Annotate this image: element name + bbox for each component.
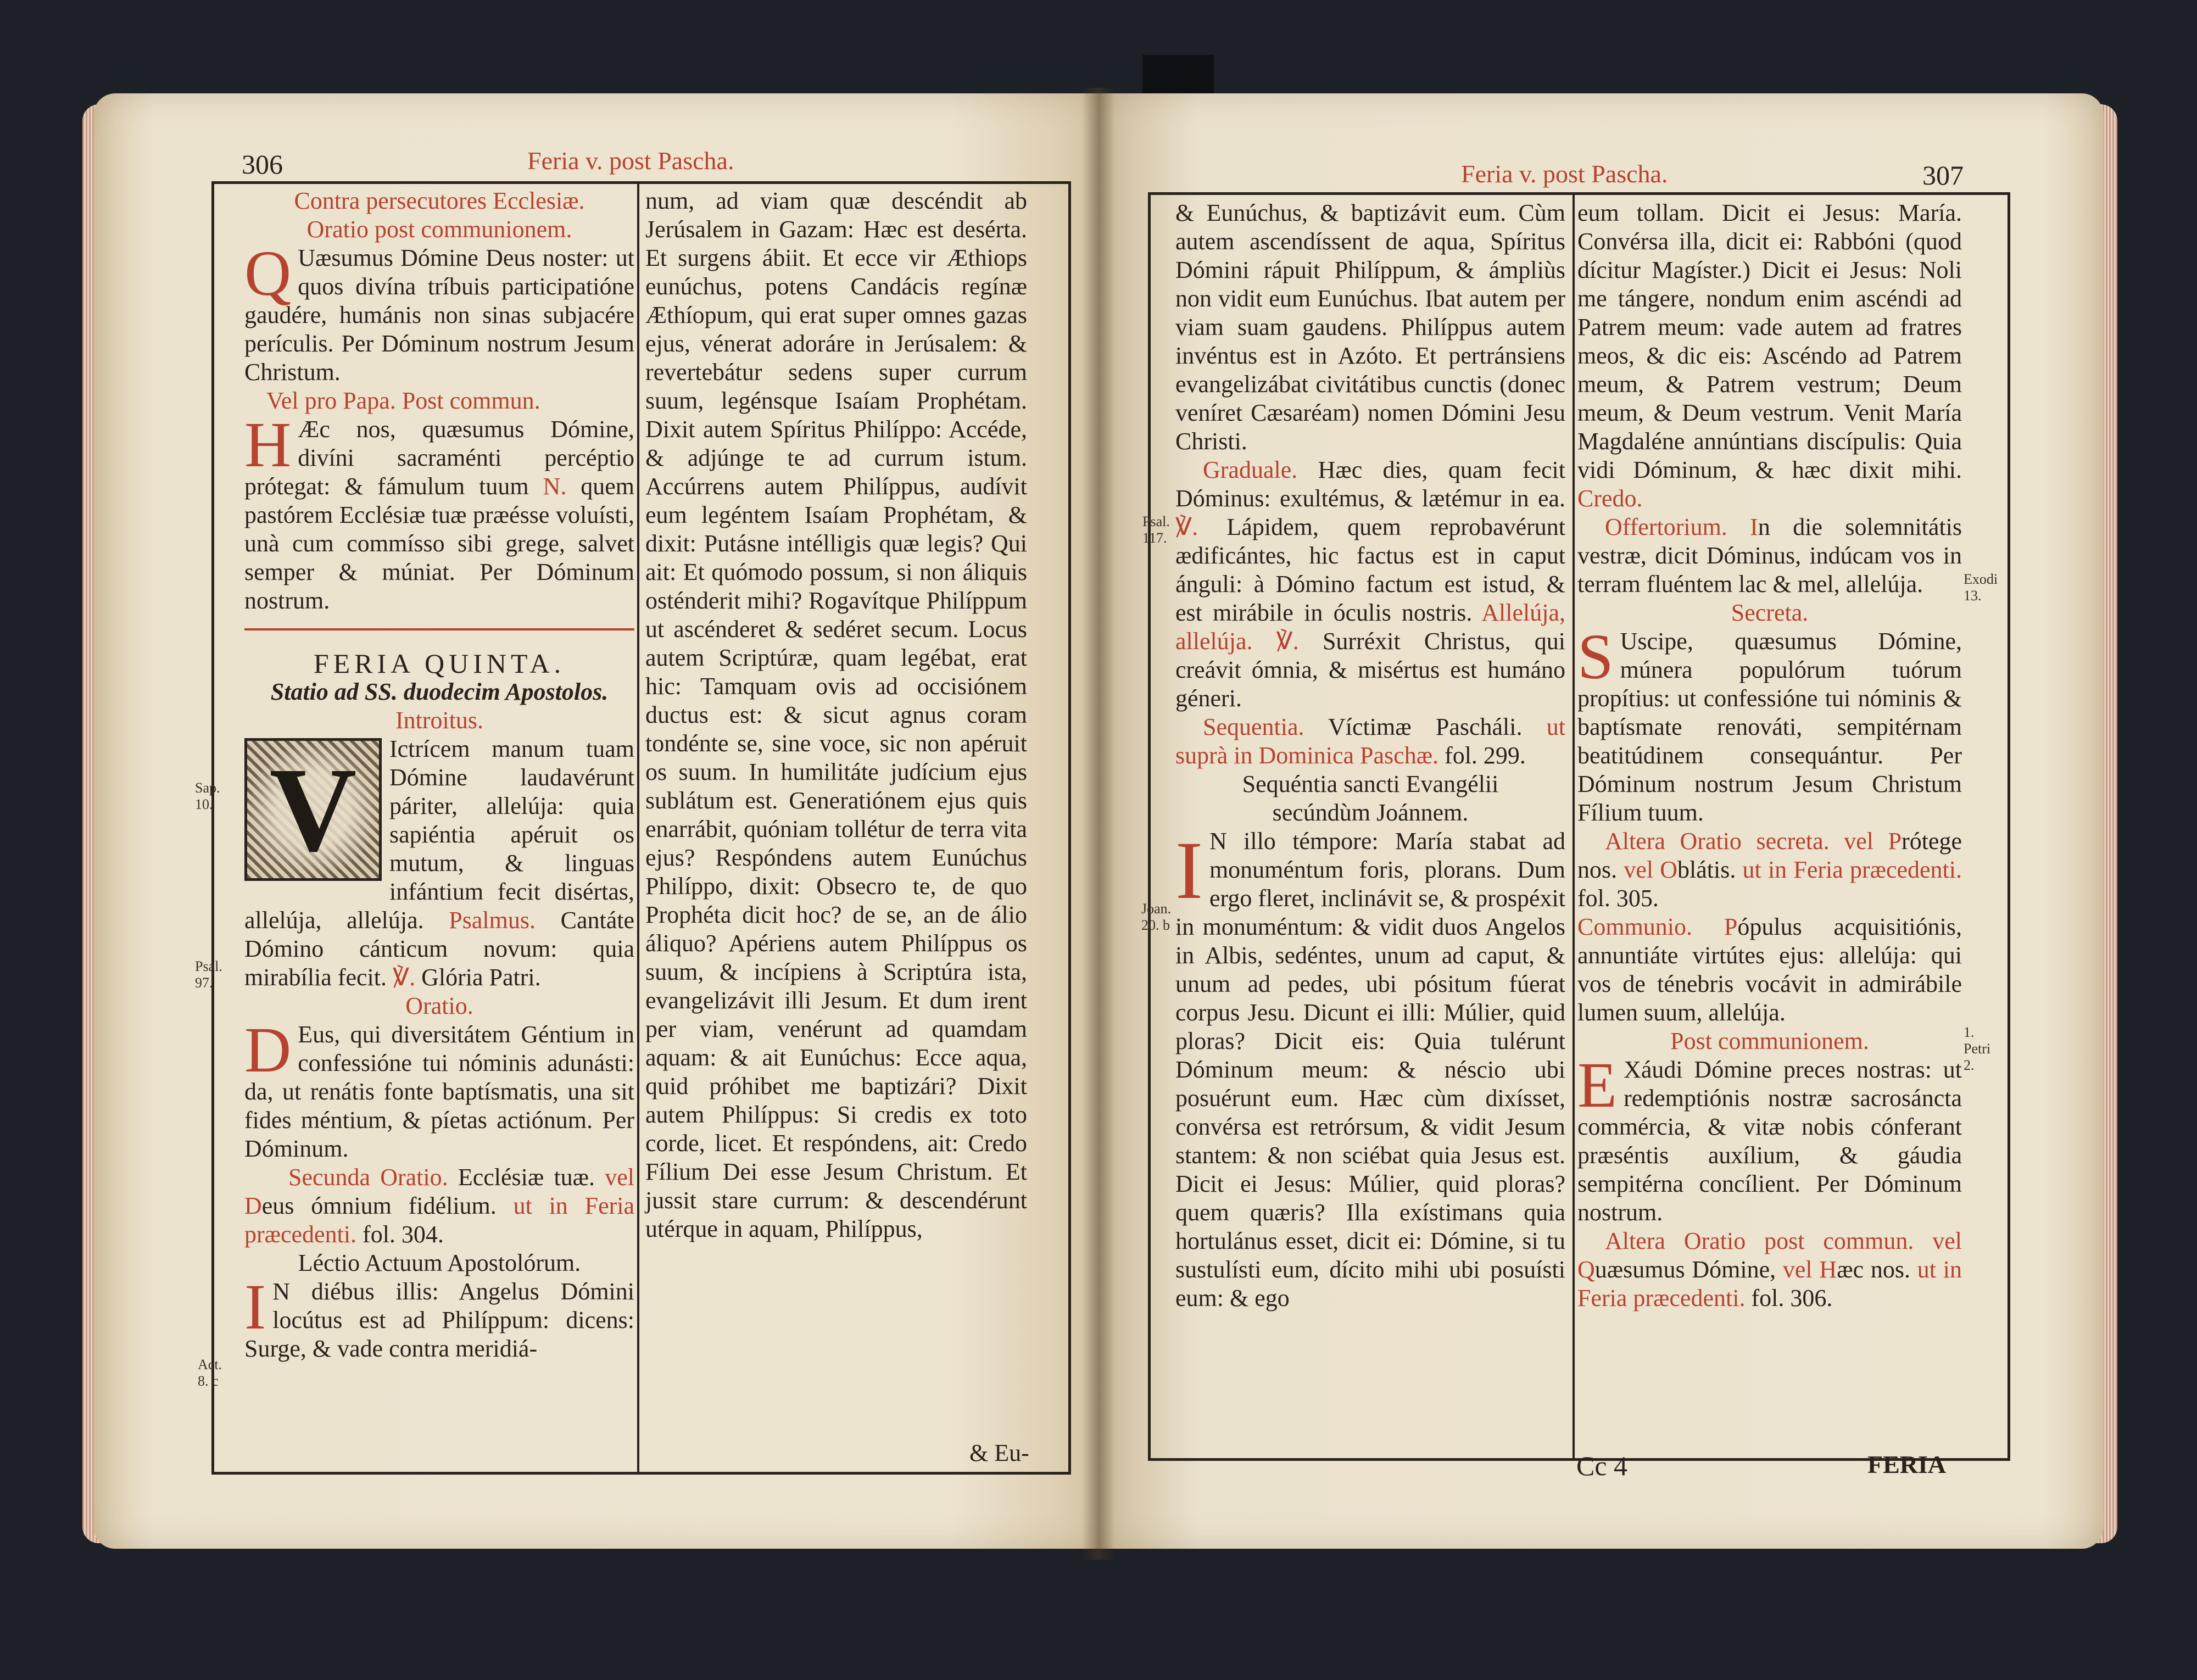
gospel-text: N illo témpore: María stabat ad monuméntum foris, plorans. Dum ergo fleret, inclinávit se, & prospéxit in monuméntum: & vidit duos Angelos in Albis, sedéntes, unum ad caput, & unum ad pedes, ubi pósitum fúerat corpus Jesu. Dicunt ei illi: Múlier, quid ploras? Dicit eis: Quia tulérunt Dóminum meum: & nésciо ubi posuérunt eum. Hæc cùm dixísset, convérsa est retrórsum, & vidit Jesum stantem: & non sciébat quia Jesus est. Dicit ei Jesus: Múlier, quid ploras? quem quæris? Illa exístimans quia hortulánus esset, dicit ei: Dómine, si tu sustulísti eum, dícito mihi ubi posuísti eum: & ego bbox=[1175, 828, 1565, 1311]
left-running-header: Feria v. post Pascha. bbox=[527, 147, 734, 175]
sequentia-evangelii-1: Sequéntia sancti Evangélii bbox=[1242, 771, 1499, 797]
heading-oratio-post-communionem: Oratio post communionem. bbox=[306, 216, 572, 243]
graduale-versicle: ℣. bbox=[1175, 514, 1198, 540]
versicle-symbol: ℣. bbox=[393, 964, 416, 991]
lectio-continuation: num, ad viam quæ descéndit ab Jerúsalem in Gazam: Hæc est desérta. Et surgens ábiit. Et ecce vir Æthiops eunúchus, potens Candácis regínæ Æthíopum, qui erat super omnes gazas ejus, vénerat adoráre in Jerúsalem: & revertebátur sedens super currum suum, legénsque Isaíam Prophétam. Dixit autem Spíritus Philíppo: Accéde, & adjúnge te ad currum istum. Accúrrens autem Philíppus, audívit eum legéntem Isaíam Prophétam, & dixit: Putásne intélligis quæ legis? Qui ait: Et quómodo possum, si non áliquis osténderit mihi? Rogavítque Philíppum ut ascénderet & sedéret secum. Locus autem Scriptúræ, quam legébat, erat hic: Tamquam ovis ad occisiónem ductus est: & sicut agnus coram tondénte se, sine voce, sic non apéruit os suum. In humilitáte judícium ejus sublátum est. Generatiónem ejus quis enarrábit, quóniam tollétur de terra vita ejus? Respóndens autem Eunúchus Philíppo, dixit: Obsecro te, de quo Prophéta dicit hoc? de se, an de álio áliquo? Apériens autem Philíppus os suum, & incípiens à Scriptúra ista, evangelizávit illi Jesum. Et dum irent per viam, venérunt ad quamdam aquam: & ait Eunúchus: Ecce aqua, quid próhibet me baptizári? Dixit autem Philíppus: Si credis ex toto corde, licet. Et respóndens, ait: Credo Fílium Dei esse Jesum Christum. Et jussit stare currum: & descendérunt utérque in aquam, Philíppus, bbox=[645, 187, 1027, 1242]
graduale-text: Hæc dies, quam fecit Dóminus: exultémus, & lætémur in ea. bbox=[1175, 456, 1565, 512]
secunda-oratio-a: Ecclésiæ tuæ. bbox=[448, 1164, 605, 1191]
secunda-fol: fol. 304. bbox=[356, 1221, 444, 1248]
communio-initial: P bbox=[1692, 913, 1738, 940]
altera2-quaesumus: uæsumus Dómine, bbox=[1594, 1256, 1783, 1283]
drop-initial-i-gospel: I bbox=[1175, 825, 1203, 916]
heading-post-communionem: Post communionem. bbox=[1670, 1028, 1869, 1054]
psalmus-text: Cantáte Dómino cánticum novum: quia mirabília fecit. bbox=[244, 907, 634, 991]
right-running-header: Feria v. post Pascha. bbox=[1461, 160, 1668, 188]
margin-note-act: Act. 8. c bbox=[198, 1357, 222, 1389]
altera-fol: fol. 305. bbox=[1577, 885, 1659, 912]
alleluia-versicle: ℣. bbox=[1252, 628, 1299, 655]
secunda-ut-in-feria: ut in Feria præcedenti. bbox=[244, 1192, 634, 1248]
left-column-2 bbox=[645, 187, 1027, 1243]
graduale-text-2: Lápidem, quem reprobavérunt ædificántes, hic factus est in caput ánguli: à Dómino factum est istud, & est mirábile in óculis nostris. bbox=[1175, 514, 1565, 626]
left-column-rule bbox=[637, 184, 639, 1472]
drop-initial-h: H bbox=[244, 409, 292, 481]
secunda-oratio-b: eus ómnium fidélium. bbox=[261, 1192, 514, 1219]
sequentia-ut-supra: ut suprà in Dominica Paschæ. bbox=[1175, 713, 1565, 769]
altera2-haec-nos: æc nos. bbox=[1837, 1256, 1910, 1283]
margin-note-joan: Joan. 20. b bbox=[1141, 901, 1172, 933]
communio-text: ópulus acquisitiónis, annuntiáte virtútes ejus: allelúja: qui vos de ténebris vocávit in admirábile lumen suum, allelúja. bbox=[1577, 913, 1962, 1026]
right-catchword: FERIA bbox=[1867, 1450, 1947, 1478]
right-column-1 bbox=[1175, 199, 1565, 1313]
statio-line: Statio ad SS. duodecim Apostolos. bbox=[270, 678, 609, 705]
gospel-ending: eum tollam. Dicit ei Jesus: María. Convérsa illa, dicit ei: Rabbóni (quod dícitur Magíster.) Dicit ei Jesus: Noli me tángere, nondum enim ascéndi ad Patrem meum: vade autem ad fratres meos, & dic eis: Ascéndo ad Patrem meum, & Patrem vestrum; Deum meum, & Deum vestrum. Venit María Magdaléne annúntians discípulis: Quia vidi Dóminum, & hæc dixit mihi. bbox=[1577, 199, 1962, 483]
altera-vel-p: vel P bbox=[1829, 828, 1902, 855]
left-catchword: & Eu- bbox=[969, 1439, 1029, 1466]
lectio-text-start: N diébus illis: Angelus Dómini locútus est ad Philíppum: dicens: Surge, & vade contra meridiá- bbox=[244, 1278, 634, 1362]
secunda-oratio-label: Secunda Oratio. bbox=[288, 1164, 448, 1191]
right-column-rule bbox=[1573, 195, 1575, 1458]
section-divider bbox=[244, 628, 634, 630]
margin-note-exodi: Exodi 13. bbox=[1964, 571, 1998, 604]
heading-contra-persecutores: Contra persecutores Ecclesiæ. bbox=[294, 187, 585, 214]
ornamental-initial-letter: V bbox=[247, 741, 379, 878]
heading-oratio: Oratio. bbox=[405, 992, 473, 1019]
heading-secreta: Secreta. bbox=[1731, 599, 1809, 626]
sequentia-label: Sequentia. bbox=[1203, 713, 1304, 740]
left-page-number: 306 bbox=[242, 149, 283, 180]
altera2-vel-q: vel Q bbox=[1577, 1227, 1962, 1283]
introit-text: Ictrícem manum tuam Dómine laudavérunt páriter, allelúja: quia sapiéntia apéruit os mutum, & linguas infántium fecit disértas, allelúja, allelúja. bbox=[244, 735, 634, 934]
offertorium-initial: I bbox=[1727, 514, 1758, 540]
prayer-haec-nos-b: quem pastórem Ecclésiæ tuæ præésse voluísti, unà cum commísso sibi grege, salvet semper & múniat. Per Dóminum nostrum. bbox=[244, 473, 634, 614]
alleluia: Allelúja, allelúja. bbox=[1175, 599, 1565, 655]
heading-vel-pro-papa: Vel pro Papa. Post commun. bbox=[266, 387, 540, 414]
drop-initial-e: E bbox=[1577, 1049, 1618, 1121]
surrexit-text: Surréxit Christus, qui creávit ómnia, & misértus est humáno géneri. bbox=[1175, 628, 1565, 712]
psalmus-label: Psalmus. bbox=[449, 907, 536, 934]
graduale-label: Graduale. bbox=[1203, 456, 1298, 483]
margin-note-psal-117: Psal. 117. bbox=[1142, 514, 1170, 546]
offertorium-text: n die solemnitátis vestræ, dicit Dóminus, indúcam vos in terram fluéntem lac & mel, allelúja. bbox=[1577, 514, 1962, 598]
altera-ut-in-feria: ut in Feria præcedenti. bbox=[1742, 856, 1962, 883]
right-page-number: 307 bbox=[1922, 160, 1964, 191]
sequentia-fol: fol. 299. bbox=[1438, 742, 1526, 769]
altera-vel-o: vel O bbox=[1624, 856, 1678, 883]
altera-protege: rótege nos. bbox=[1577, 828, 1962, 883]
right-column-2 bbox=[1577, 199, 1962, 1313]
sequentia-victimae: Víctimæ Pascháli. bbox=[1304, 713, 1547, 740]
name-placeholder-n: N. bbox=[543, 473, 567, 500]
signature-mark: Cc 4 bbox=[1576, 1450, 1628, 1481]
left-column-1 bbox=[244, 187, 634, 1363]
margin-note-sap: Sap. 10. bbox=[195, 780, 220, 812]
book-gutter bbox=[1082, 88, 1115, 1560]
secunda-vel: vel D bbox=[244, 1164, 634, 1219]
heading-introitus: Introitus. bbox=[395, 707, 484, 734]
gloria-patri: Glória Patri. bbox=[415, 964, 541, 991]
credo: Credo. bbox=[1577, 485, 1643, 512]
prayer-haec-nos-a: Æc nos, quæsumus Dómine, divíni sacraménti percéptio prótegat: & fámulum tuum bbox=[244, 416, 634, 500]
altera2-fol: fol. 306. bbox=[1745, 1285, 1833, 1311]
feria-quinta-title: FERIA QUINTA. bbox=[313, 648, 566, 679]
altera-post-commun-label: Altera Oratio post commun. bbox=[1605, 1227, 1914, 1254]
drop-initial-i: I bbox=[244, 1271, 266, 1343]
drop-initial-s: S bbox=[1577, 621, 1614, 693]
prayer-deus-qui: Eus, qui diversitátem Géntium in confessióne tui nóminis adunásti: da, ut renátis fonte baptísmatis, una sit fides méntium, & píetas actiónum. Per Dóminum. bbox=[244, 1021, 634, 1162]
margin-note-psal-97: Psal. 97. bbox=[195, 958, 222, 991]
prayer-quaesumus: Uæsumus Dómine Deus noster: ut quos divína tríbuis participatióne gaudére, humánis non sinas subjacére perículis. Per Dóminum nostrum Jesum Christum. bbox=[244, 244, 634, 386]
drop-initial-d: D bbox=[244, 1014, 292, 1086]
ornamental-initial-v bbox=[244, 738, 382, 881]
altera2-vel-h: vel H bbox=[1782, 1256, 1837, 1283]
altera-oblatis: blátis. bbox=[1677, 856, 1743, 883]
drop-initial-q: Q bbox=[244, 237, 292, 309]
sequentia-evangelii-2: secúndùm Joánnem. bbox=[1272, 799, 1469, 826]
altera-oratio-secreta-label: Altera Oratio secreta. bbox=[1605, 828, 1830, 855]
margin-note-petri: 1. Petri 2. bbox=[1964, 1024, 1991, 1073]
altera2-ut-in-feria: ut in Feria præcedenti. bbox=[1577, 1256, 1962, 1311]
lectio-ending: & Eunúchus, & baptizávit eum. Cùm autem ascendíssent de aqua, Spíritus Dómini rápuit Philíppum, & ámpliùs non vidit eum Eunúchus. Ibat autem per viam suam gaudens. Philíppus autem invéntus est in Azóto. Et pertránsiens evangelizábat civitátibus cunctis (donec veníret Cæsaréam) nomen Dómini Jesu Christi. bbox=[1175, 199, 1565, 455]
secreta-text: Uscipe, quæsumus Dómine, múnera populórum tuórum propítius: ut confessióne tui nóminis & baptísmate renováti, sempitérnam beatitúdinem consequántur. Per Dóminum nostrum Jesum Christum Fílium tuum. bbox=[1577, 628, 1962, 826]
lectio-heading: Léctio Actuum Apostolórum. bbox=[298, 1249, 581, 1276]
offertorium-label: Offertorium. bbox=[1605, 514, 1727, 540]
communio-label: Communio. bbox=[1577, 913, 1693, 940]
postcommunion-text: Xáudi Dómine preces nostras: ut redemptiónis nostræ sacrosáncta commércia, & vitæ nobis cónferant præséntis auxílium, & gáudia sempitérna concílient. Per Dóminum nostrum. bbox=[1577, 1056, 1962, 1226]
